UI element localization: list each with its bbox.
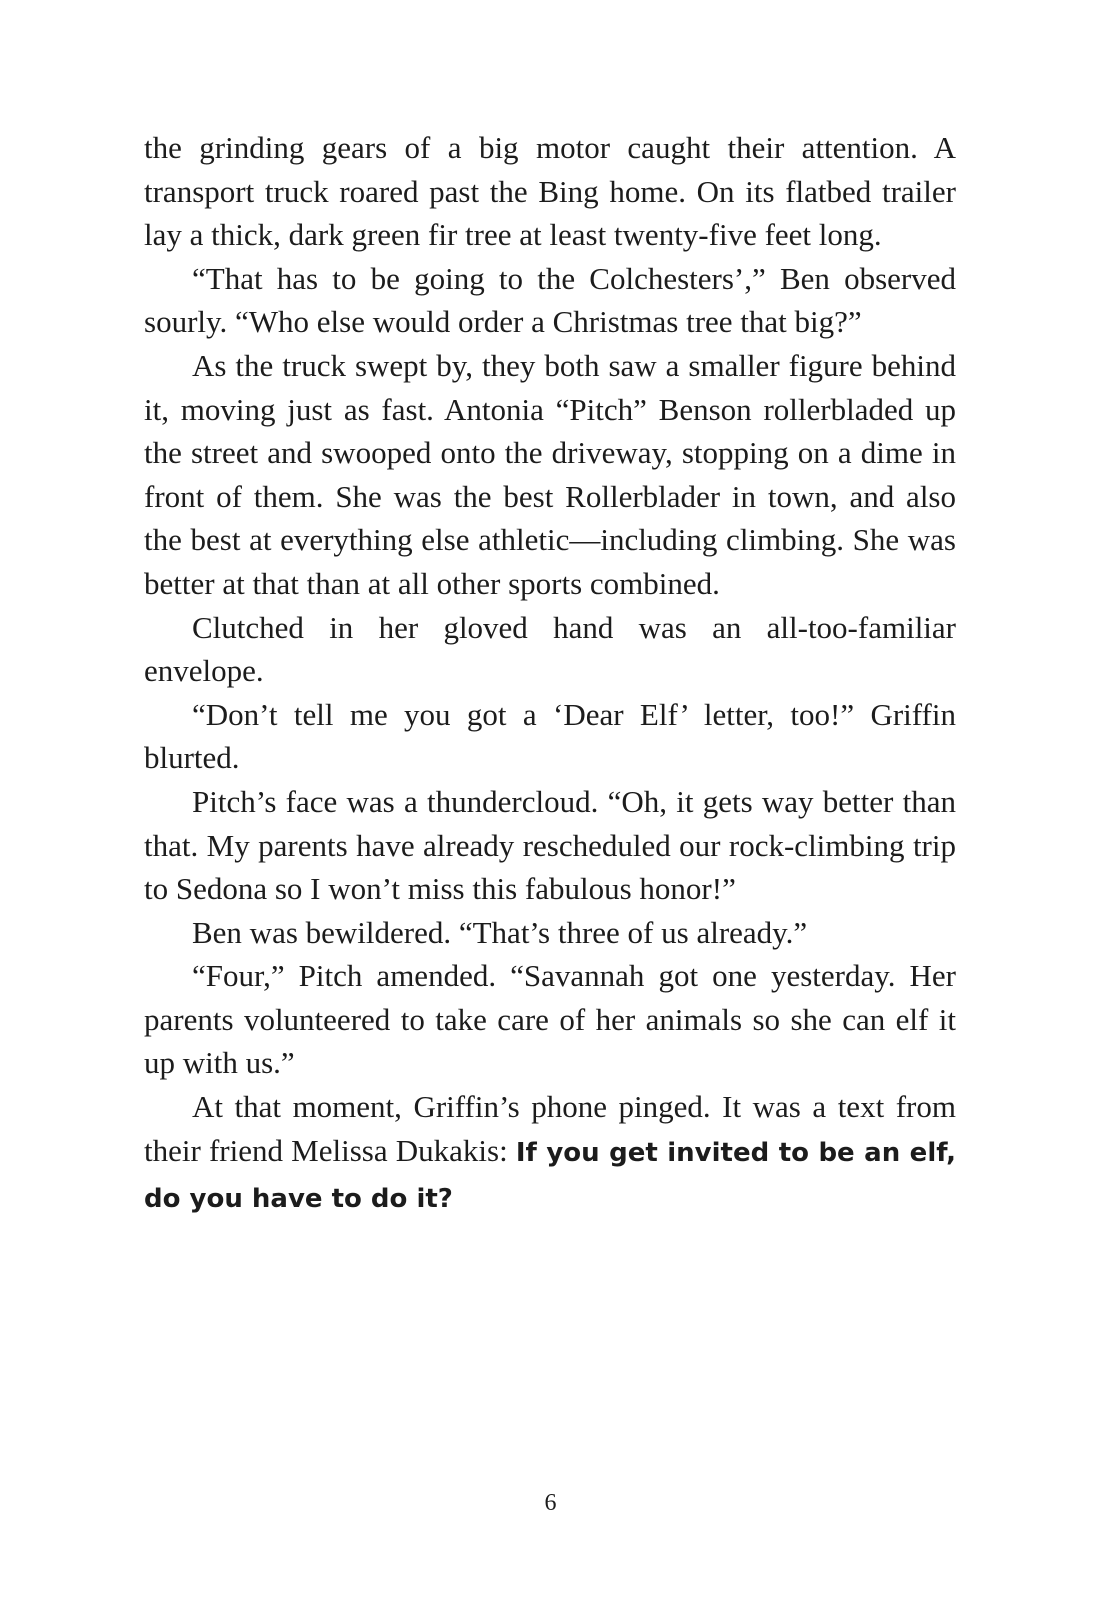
paragraph-9: [144, 1085, 956, 1222]
paragraph-8: “Four,” Pitch amended. “Savannah got one yesterday. Her parents volunteered to take care of her animals so she can elf it up with us.”: [144, 958, 956, 1081]
paragraph-1: the grinding gears of a big motor caught their attention. A transport truck roared past the Bing home. On its flatbed trailer lay a thick, dark green fir tree at least twenty-five feet long.: [144, 130, 956, 253]
paragraph-3: As the truck swept by, they both saw a smaller figure behind it, moving just as fast. Antonia “Pitch” Benson rollerbladed up the street and swooped onto the driveway, stopping on a dime in front of them. She was the best Rollerblader in town, and also the best at everything else athletic—including climbing. She was better at that than at all other sports combined.: [144, 347, 956, 601]
paragraph-4: Clutched in her gloved hand was an all-too-familiar envelope.: [144, 609, 956, 689]
paragraph-6: Pitch’s face was a thundercloud. “Oh, it gets way better than that. My parents have already rescheduled our rock-climbing trip to Sedona so I won’t miss this fabulous honor!”: [144, 783, 956, 907]
paragraph-9-text: At that moment, Griffin’s phone pinged. It was a text from their friend Melissa Dukakis:: [144, 1089, 956, 1168]
page-body: [144, 126, 956, 1222]
paragraph-7: Ben was bewildered. “That’s three of us already.”: [192, 914, 808, 950]
page-number: 6: [544, 1490, 557, 1516]
paragraph-2: “That has to be going to the Colchesters’,” Ben observed sourly. “Who else would order a Christmas tree that big?”: [144, 260, 956, 340]
text-message: If you get invited to be an elf, do you have to do it?: [144, 1137, 956, 1215]
paragraph-5: “Don’t tell me you got a ‘Dear Elf’ letter, too!” Griffin blurted.: [144, 696, 956, 776]
